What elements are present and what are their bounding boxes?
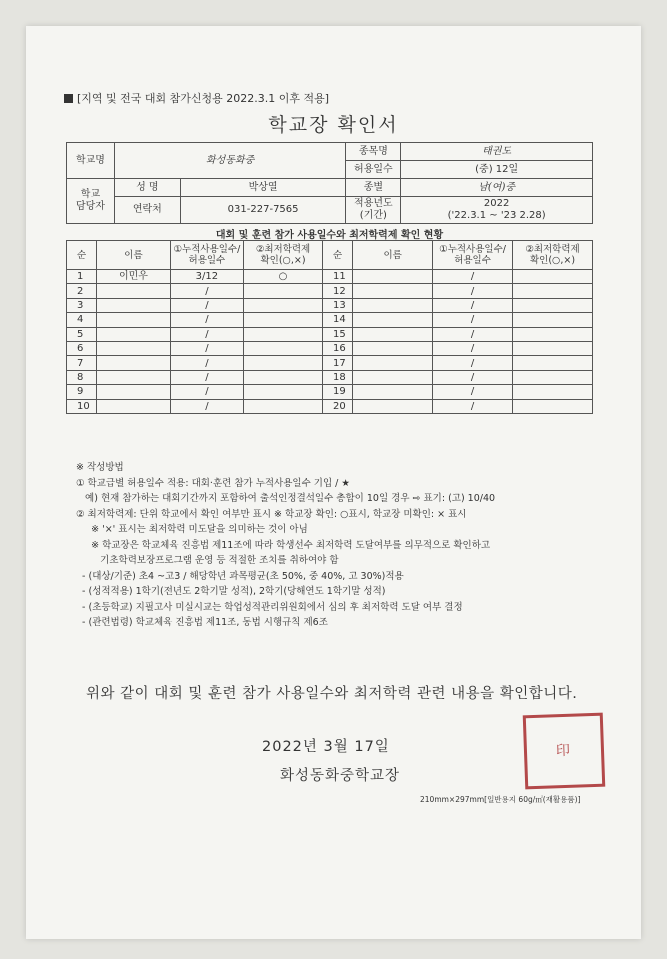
table-row [67,270,593,284]
cell-days: / [433,327,513,341]
name-value: 박상열 [180,179,346,197]
instruction-line: ※ 작성방법 [76,462,124,473]
table-row [67,313,593,327]
cell-days: 3/12 [170,270,243,284]
gender-value: 남(여)중 [401,179,593,197]
instruction-line: ※ 학교장은 학교체육 진흥법 제11조에 따라 학생선수 최저학력 도달여부를 의무적으로 확인하고 [76,539,491,551]
cell-name: 이민우 [97,270,170,284]
instruction-line: 예) 현재 참가하는 대회기간까지 포함하여 출석인정결석일수 총합이 10일 경우 ⇨ 표기: (고) 10/40 [76,493,496,504]
cell-check [513,313,593,327]
cell-name [97,399,170,413]
cell-no: 6 [67,341,97,355]
cell-days: / [433,370,513,384]
cell-no: 8 [67,370,97,384]
manager-label: 학교 담당자 [67,179,115,224]
cell-no: 18 [322,370,352,384]
cell-check: ○ [244,270,323,284]
participation-table [66,240,593,414]
contact-label: 연락처 [114,197,180,224]
principal-signature: 화성동화중학교장 [280,768,401,784]
cell-days: / [170,284,243,298]
instructions [76,460,616,631]
header-check: ②최저학력제 확인(○,×) [244,241,323,270]
cell-check [513,341,593,355]
cell-no: 10 [67,399,97,413]
table-row [67,370,593,384]
instruction-line: - (관련법령) 학교체육 진흥법 제11조, 동법 시행규칙 제6조 [76,617,328,628]
cell-no: 4 [67,313,97,327]
cell-check [513,370,593,384]
square-bullet-icon [64,94,73,103]
cell-no: 17 [322,356,352,370]
table-row [67,385,593,399]
sport-value: 태권도 [401,143,593,161]
cell-no: 7 [67,356,97,370]
cell-check [513,270,593,284]
cell-no: 12 [322,284,352,298]
cell-check [244,284,323,298]
cell-name [353,313,433,327]
cell-check [244,370,323,384]
cell-days: / [433,385,513,399]
table-row [67,341,593,355]
cell-name [353,399,433,413]
cell-name [97,298,170,312]
cell-no: 13 [322,298,352,312]
cell-days: / [170,341,243,355]
cell-days: / [433,356,513,370]
cell-name [353,298,433,312]
cell-check [513,399,593,413]
sport-label: 종목명 [346,143,401,161]
cell-days: / [433,298,513,312]
instruction-line: ② 최저학력제: 단위 학교에서 확인 여부만 표시 ※ 학교장 확인: ○표시, 학교장 미확인: × 표시 [76,508,467,520]
table-header-row [67,241,593,270]
cell-name [353,341,433,355]
year-value: 2022 ('22.3.1 ~ '23 2.28) [401,197,593,224]
cell-no: 2 [67,284,97,298]
header-name: 이름 [353,241,433,270]
table-row [67,298,593,312]
school-label: 학교명 [67,143,115,179]
cell-name [353,370,433,384]
cell-no: 15 [322,327,352,341]
cell-days: / [170,313,243,327]
cell-check [244,327,323,341]
cell-days: / [170,327,243,341]
cell-name [97,385,170,399]
cell-name [353,284,433,298]
cell-name [353,385,433,399]
cell-check [513,385,593,399]
cell-no: 5 [67,327,97,341]
cell-check [244,341,323,355]
cell-no: 11 [322,270,352,284]
cell-name [353,327,433,341]
cell-check [244,356,323,370]
header-check: ②최저학력제 확인(○,×) [513,241,593,270]
instruction-line: - (대상/기준) 초4 ~고3 / 해당학년 과목평균(초 50%, 중 40%, 고 30%)적용 [76,570,404,582]
instruction-line: 기초학력보장프로그램 운영 등 적절한 조치를 취하여야 함 [76,555,339,566]
header-no: 순 [67,241,97,270]
header-no: 순 [322,241,352,270]
cell-check [244,385,323,399]
cell-no: 20 [322,399,352,413]
cell-no: 19 [322,385,352,399]
cell-name [97,341,170,355]
cell-check [513,298,593,312]
header-name: 이름 [97,241,170,270]
cell-days: / [170,399,243,413]
allowed-days-value: (중) 12일 [401,161,593,179]
instruction-line: - (초등학교) 지필고사 미실시교는 학업성적관리위원회에서 심의 후 최저학력 도달 여부 결정 [76,601,463,613]
header-note-text: [지역 및 전국 대회 참가신청용 2022.3.1 이후 적용] [77,92,330,105]
confirmation-text: 위와 같이 대회 및 훈련 참가 사용일수와 최저학력 관련 내용을 확인합니다. [86,686,578,702]
cell-no: 3 [67,298,97,312]
page-title: 학교장 확인서 [268,114,399,136]
school-value: 화성동화중 [114,143,346,179]
instruction-line: ① 학교급별 허용일수 적용: 대회·훈련 참가 누적사용일수 기입 / ★ [76,477,350,489]
cell-days: / [433,341,513,355]
cell-days: / [433,284,513,298]
info-table [66,142,593,224]
cell-check [513,327,593,341]
instruction-line: - (성적적용) 1학기(전년도 2학기말 성적), 2학기(당해연도 1학기말 성적) [76,586,386,597]
cell-check [244,313,323,327]
cell-name [97,356,170,370]
cell-no: 16 [322,341,352,355]
table-row [67,399,593,413]
header-note [64,90,329,106]
table-row [67,356,593,370]
table-row [67,284,593,298]
cell-days: / [433,270,513,284]
cell-days: / [433,313,513,327]
gender-label: 종별 [346,179,401,197]
cell-check [244,298,323,312]
allowed-days-label: 허용일수 [346,161,401,179]
cell-name [97,370,170,384]
cell-no: 9 [67,385,97,399]
cell-check [244,399,323,413]
table-title: 대회 및 훈련 참가 사용일수와 최저학력제 확인 현황 [215,230,444,241]
cell-days: / [170,370,243,384]
contact-value: 031-227-7565 [180,197,346,224]
school-seal-stamp: 印 [523,713,606,790]
header-days: ①누적사용일수/ 허용일수 [433,241,513,270]
cell-name [97,313,170,327]
cell-days: / [170,298,243,312]
cell-name [353,356,433,370]
table-row [67,327,593,341]
cell-days: / [170,356,243,370]
cell-no: 1 [67,270,97,284]
cell-name [353,270,433,284]
cell-no: 14 [322,313,352,327]
paper-spec-footer: 210mm×297mm[일반용지 60g/㎡(재활용품)] [420,795,581,804]
cell-check [513,356,593,370]
cell-check [513,284,593,298]
header-days: ①누적사용일수/ 허용일수 [170,241,243,270]
cell-days: / [433,399,513,413]
cell-name [97,327,170,341]
date: 2022년 3월 17일 [262,739,390,755]
cell-name [97,284,170,298]
instruction-line: ※ '×' 표시는 최저학력 미도달을 의미하는 것이 아님 [76,524,308,535]
year-label: 적용년도 (기간) [346,197,401,224]
name-label: 성 명 [114,179,180,197]
cell-days: / [170,385,243,399]
